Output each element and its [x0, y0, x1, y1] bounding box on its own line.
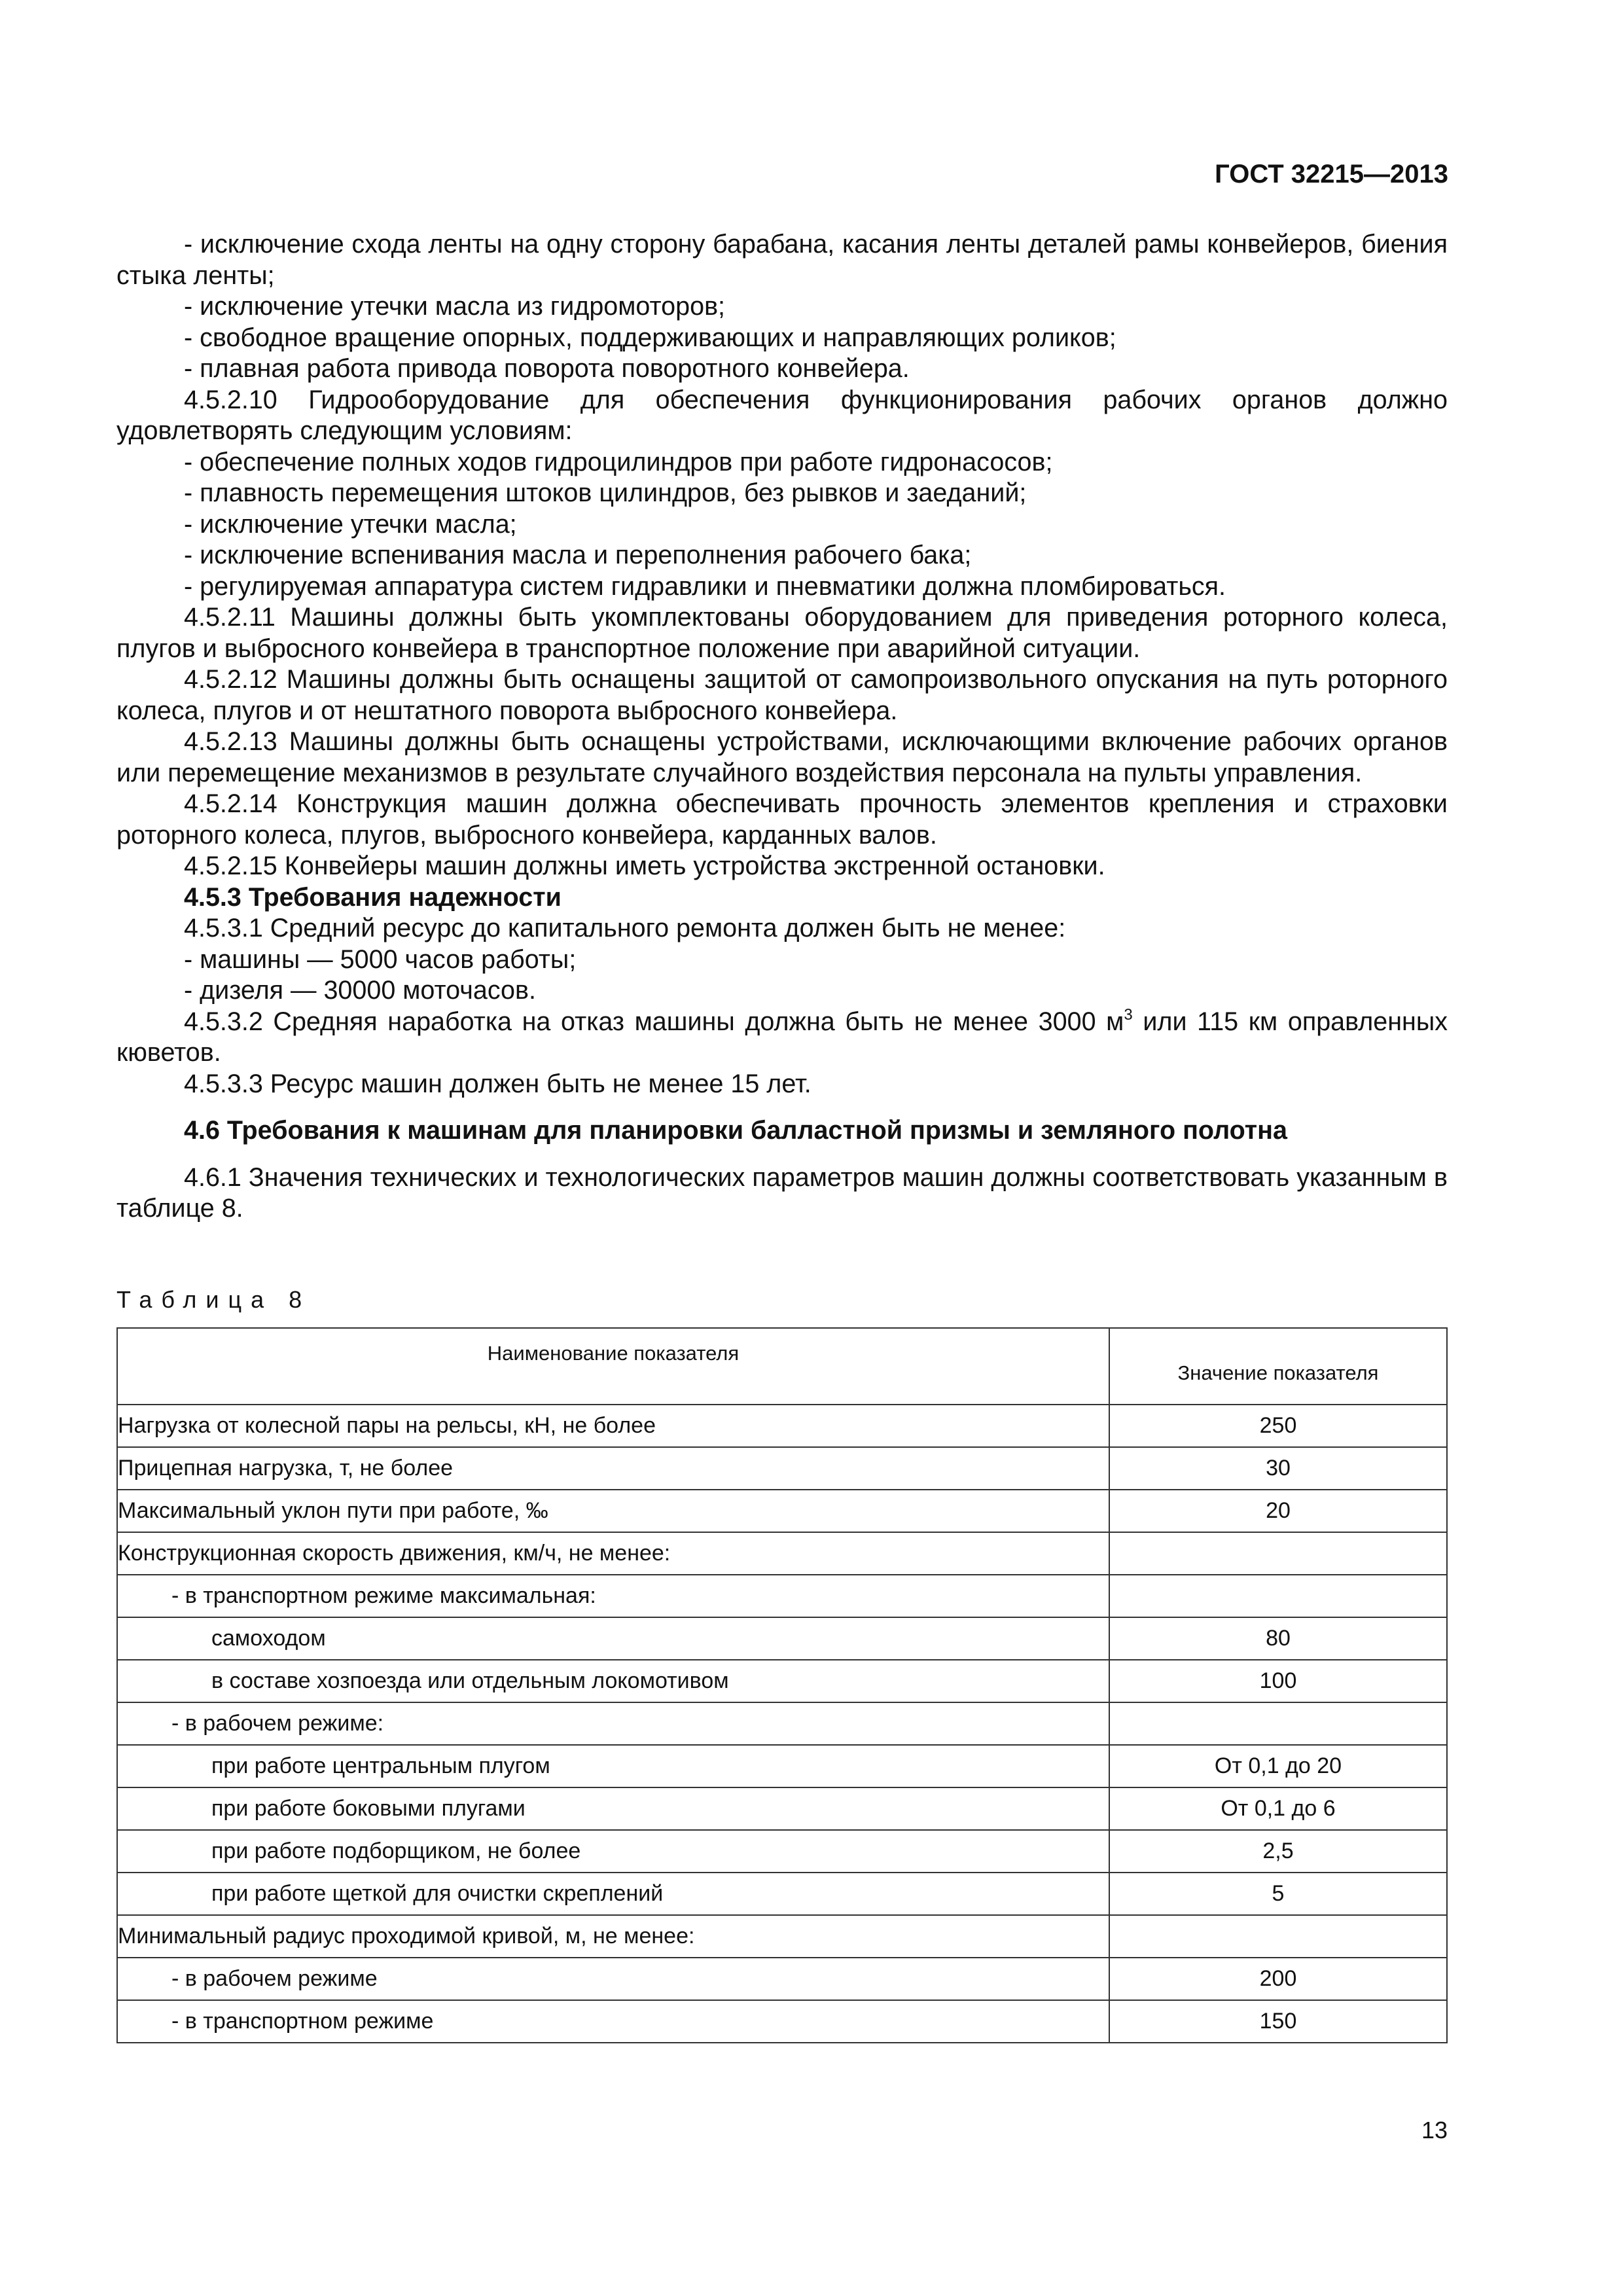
row-value: 20: [1109, 1490, 1447, 1532]
clause-4-5-2-15: 4.5.2.15 Конвейеры машин должны иметь устройства экстренной остановки.: [184, 852, 1105, 880]
table-row: [117, 2000, 1447, 2043]
section-heading-4-6: 4.6 Требования к машинам для планировки балластной призмы и земляного полотна: [184, 1116, 1287, 1145]
column-header-name: Наименование показателя: [117, 1328, 1109, 1405]
paragraph: - плавность перемещения штоков цилиндров, без рывков и заеданий;: [184, 478, 1027, 507]
row-value: 5: [1109, 1873, 1447, 1915]
parameters-table: [116, 1327, 1448, 2043]
clause-4-5-2-11: 4.5.2.11 Машины должны быть укомплектованы оборудованием для приведения роторного колеса, плугов и выбросного конвейера в транспортное положение при аварийной ситуации.: [116, 603, 1448, 663]
row-value: 80: [1109, 1617, 1447, 1660]
table-caption: Таблица 8: [116, 1286, 312, 1313]
row-name: - в рабочем режиме:: [117, 1702, 1109, 1745]
row-name: самоходом: [117, 1617, 1109, 1660]
table-row: [117, 1915, 1447, 1958]
table-row: [117, 1660, 1447, 1702]
superscript: 3: [1124, 1005, 1133, 1024]
table-row: [117, 1447, 1447, 1490]
row-value: [1109, 1702, 1447, 1745]
row-value: 250: [1109, 1405, 1447, 1447]
row-value: 100: [1109, 1660, 1447, 1702]
row-name: Максимальный уклон пути при работе, ‰: [117, 1490, 1109, 1532]
paragraph: - машины — 5000 часов работы;: [184, 944, 577, 974]
row-value: 30: [1109, 1447, 1447, 1490]
paragraph: - исключение схода ленты на одну сторону барабана, касания ленты деталей рамы конвейеров, биения стыка ленты;: [116, 230, 1448, 290]
table-header-row: [117, 1328, 1447, 1405]
paragraph: - плавная работа привода поворота поворотного конвейера.: [184, 354, 910, 383]
clause-4-5-3-2: [116, 1007, 1448, 1069]
clause-4-5-3-1: 4.5.3.1 Средний ресурс до капитального ремонта должен быть не менее:: [184, 914, 1066, 942]
row-name: - в транспортном режиме: [117, 2000, 1109, 2043]
row-name: Конструкционная скорость движения, км/ч, не менее:: [117, 1532, 1109, 1575]
clause-4-5-2-10: 4.5.2.10 Гидрооборудование для обеспечения функционирования рабочих органов должно удовлетворять следующим условиям:: [116, 385, 1448, 445]
table-row: [117, 1405, 1447, 1447]
row-value: 150: [1109, 2000, 1447, 2043]
table-row: [117, 1830, 1447, 1873]
clause-4-6-1: 4.6.1 Значения технических и технологических параметров машин должны соответствовать указанным в таблице 8.: [116, 1162, 1448, 1223]
clause-text: или 115 км оправленных кюветов.: [116, 1007, 1448, 1067]
paragraph: - свободное вращение опорных, поддерживающих и направляющих роликов;: [184, 323, 1116, 352]
clause-4-5-2-13: 4.5.2.13 Машины должны быть оснащены устройствами, исключающими включение рабочих органов или перемещение механизмов в результате случайного воздействия персонала на пульты управления.: [116, 727, 1448, 787]
table-row: [117, 1575, 1447, 1617]
paragraph: - дизеля — 30000 моточасов.: [184, 976, 536, 1005]
paragraph: - исключение утечки масла из гидромоторов;: [184, 292, 726, 321]
clause-text: 4.5.3.2 Средняя наработка на отказ машины должна быть не менее 3000 м: [184, 1007, 1124, 1036]
row-name: Прицепная нагрузка, т, не более: [117, 1447, 1109, 1490]
row-name: при работе центральным плугом: [117, 1745, 1109, 1787]
clause-4-5-3-3: 4.5.3.3 Ресурс машин должен быть не менее 15 лет.: [184, 1069, 812, 1098]
clause-4-5-2-14: 4.5.2.14 Конструкция машин должна обеспечивать прочность элементов крепления и страховки роторного колеса, плугов, выбросного конвейера, карданных валов.: [116, 789, 1448, 850]
row-value: От 0,1 до 6: [1109, 1787, 1447, 1830]
paragraph: - исключение вспенивания масла и переполнения рабочего бака;: [184, 541, 972, 569]
body-text: [116, 229, 1448, 1225]
row-name: в составе хозпоезда или отдельным локомотивом: [117, 1660, 1109, 1702]
row-value: [1109, 1532, 1447, 1575]
paragraph: - исключение утечки масла;: [184, 509, 517, 539]
row-name: - в рабочем режиме: [117, 1958, 1109, 2000]
table-row: [117, 1702, 1447, 1745]
row-name: Нагрузка от колесной пары на рельсы, кН, не более: [117, 1405, 1109, 1447]
section-heading-4-5-3: 4.5.3 Требования надежности: [184, 882, 562, 912]
table-row: [117, 1873, 1447, 1915]
paragraph: - обеспечение полных ходов гидроцилиндров при работе гидронасосов;: [184, 447, 1053, 476]
row-name: при работе боковыми плугами: [117, 1787, 1109, 1830]
table-row: [117, 1490, 1447, 1532]
row-value: [1109, 1575, 1447, 1617]
row-name: Минимальный радиус проходимой кривой, м, не менее:: [117, 1915, 1109, 1958]
clause-4-5-2-12: 4.5.2.12 Машины должны быть оснащены защитой от самопроизвольного опускания на путь роторного колеса, плугов и от нештатного поворота выбросного конвейера.: [116, 665, 1448, 725]
paragraph: - регулируемая аппаратура систем гидравлики и пневматики должна пломбироваться.: [184, 571, 1226, 601]
table-row: [117, 1617, 1447, 1660]
document-number: ГОСТ 32215—2013: [1215, 160, 1448, 188]
row-value: От 0,1 до 20: [1109, 1745, 1447, 1787]
row-value: [1109, 1915, 1447, 1958]
column-header-value: Значение показателя: [1109, 1328, 1447, 1405]
page-number: 13: [1421, 2117, 1448, 2144]
table-row: [117, 1745, 1447, 1787]
row-value: 200: [1109, 1958, 1447, 2000]
table-row: [117, 1787, 1447, 1830]
table-row: [117, 1532, 1447, 1575]
row-name: при работе подборщиком, не более: [117, 1830, 1109, 1873]
row-name: - в транспортном режиме максимальная:: [117, 1575, 1109, 1617]
row-name: при работе щеткой для очистки скреплений: [117, 1873, 1109, 1915]
row-value: 2,5: [1109, 1830, 1447, 1873]
table-row: [117, 1958, 1447, 2000]
